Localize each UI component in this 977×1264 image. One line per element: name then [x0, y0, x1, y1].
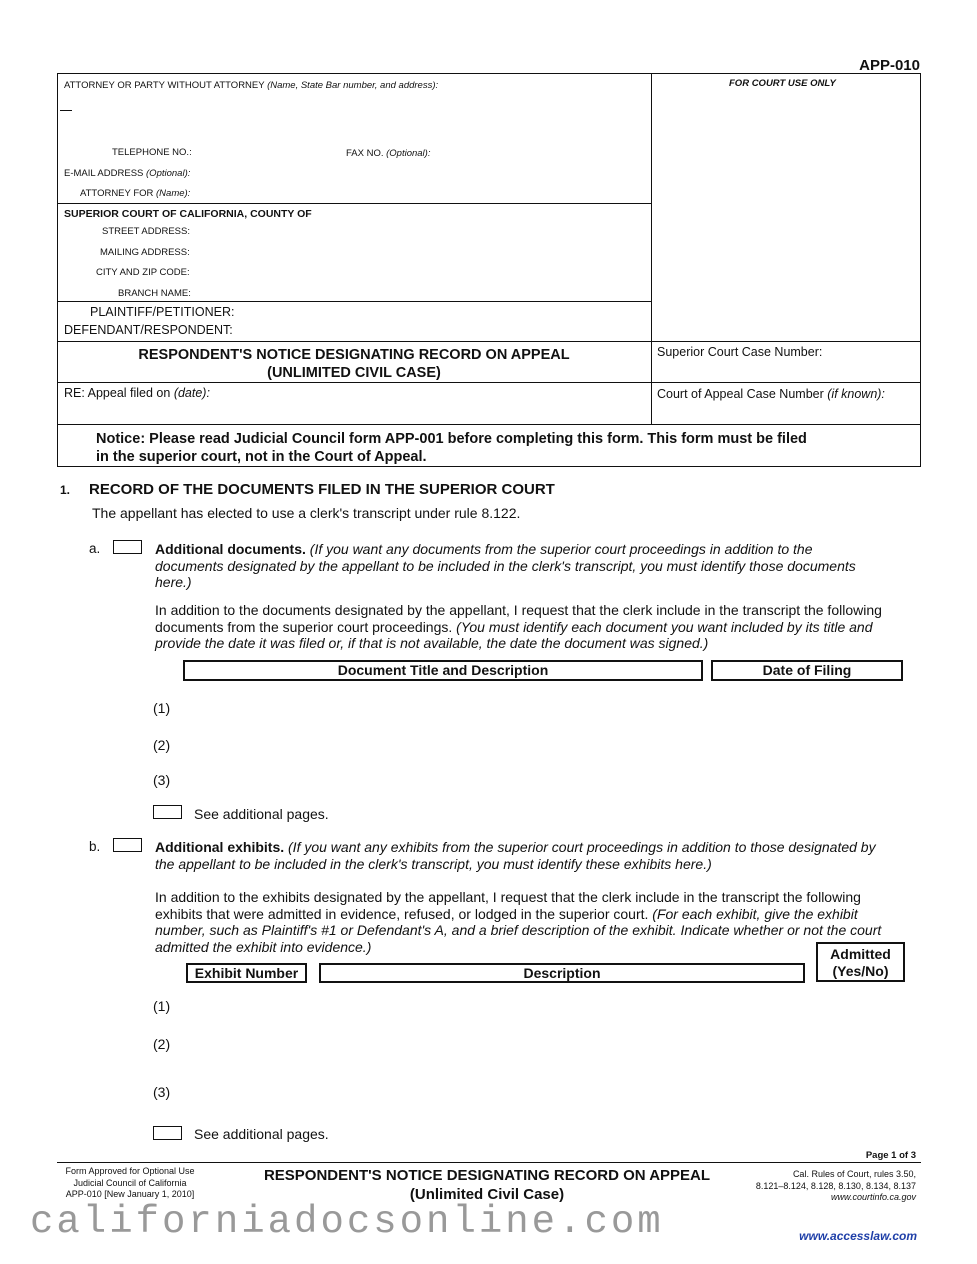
admitted-column-header: Admitted (Yes/No): [816, 942, 905, 982]
city-zip-label: CITY AND ZIP CODE:: [96, 267, 190, 278]
telephone-label: TELEPHONE NO.:: [112, 147, 192, 158]
description-column-header: Description: [319, 963, 805, 983]
page-number: Page 1 of 3: [865, 1150, 916, 1161]
exhibit-number-column-header: Exhibit Number: [186, 963, 307, 983]
street-address-label: STREET ADDRESS:: [102, 226, 190, 237]
section-number: 1.: [60, 483, 71, 497]
plaintiff-label: PLAINTIFF/PETITIONER:: [90, 305, 235, 319]
exhibits-additional-pages-label: See additional pages.: [194, 1126, 329, 1142]
section-heading: RECORD OF THE DOCUMENTS FILED IN THE SUPERIOR COURT: [89, 481, 555, 498]
exhibits-additional-pages-checkbox[interactable]: [153, 1126, 182, 1140]
branch-name-label: BRANCH NAME:: [118, 288, 191, 299]
document-row-1: (1): [153, 700, 171, 716]
appeal-filed-date-label: RE: Appeal filed on (date):: [64, 386, 210, 400]
additional-documents-instructions: Additional documents. (If you want any documents from the superior court proceedings in addition to the documents designated by the appellant to be included in the clerk's transcript, you must identify those documents here.): [155, 541, 856, 590]
additional-exhibits-checkbox[interactable]: [113, 838, 142, 852]
attorney-for-label: ATTORNEY FOR (Name):: [80, 188, 191, 199]
fax-label: FAX NO. (Optional):: [346, 148, 431, 159]
additional-documents-checkbox[interactable]: [113, 540, 142, 554]
court-title: SUPERIOR COURT OF CALIFORNIA, COUNTY OF: [64, 208, 312, 220]
attorney-label: ATTORNEY OR PARTY WITHOUT ATTORNEY (Name, State Bar number, and address):: [64, 80, 439, 91]
item-b-letter: b.: [89, 839, 101, 854]
email-label: E-MAIL ADDRESS (Optional):: [64, 168, 191, 179]
additional-exhibits-request: In addition to the exhibits designated by the appellant, I request that the clerk include in the transcript the following exhibits that were admitted in evidence, refused, or lodged in the superior court. (For each exhibit, give the exhibit number, such as Plaintiff's #1 or Defendant's A, and a brief description of the exhibit. Indicate whether or not the court admitted the exhibit into evidence.): [155, 889, 882, 955]
notice-text: Notice: Please read Judicial Council form APP-001 before completing this form. This form must be filed in the superior court, not in the Court of Appeal.: [96, 431, 807, 465]
defendant-label: DEFENDANT/RESPONDENT:: [64, 323, 233, 337]
item-a-letter: a.: [89, 541, 101, 556]
superior-case-number-label: Superior Court Case Number:: [657, 345, 823, 359]
documents-additional-pages-checkbox[interactable]: [153, 805, 182, 819]
mailing-address-label: MAILING ADDRESS:: [100, 247, 190, 258]
document-row-3: (3): [153, 772, 171, 788]
footer-rules: Cal. Rules of Court, rules 3.50, 8.121–8.124, 8.128, 8.130, 8.134, 8.137 www.courtinfo.ca.gov: [755, 1169, 916, 1202]
additional-exhibits-instructions: Additional exhibits. (If you want any exhibits from the superior court proceedings in addition to those designated by the appellant to be included in the clerk's transcript, you must identify these exhibits here.): [155, 839, 876, 872]
section-intro: The appellant has elected to use a clerk's transcript under rule 8.122.: [92, 505, 521, 521]
form-id: APP-010: [859, 57, 920, 74]
watermark-text: californiadocsonline.com: [30, 1200, 664, 1244]
footer-title: RESPONDENT'S NOTICE DESIGNATING RECORD ON APPEAL (Unlimited Civil Case): [263, 1167, 711, 1203]
court-use-label: FOR COURT USE ONLY: [729, 78, 836, 89]
document-title-column-header: Document Title and Description: [183, 660, 703, 681]
form-title: RESPONDENT'S NOTICE DESIGNATING RECORD ON APPEAL (UNLIMITED CIVIL CASE): [138, 347, 570, 381]
documents-additional-pages-label: See additional pages.: [194, 806, 329, 822]
footer-left: Form Approved for Optional Use Judicial Council of California APP-010 [New January 1, 2010]: [65, 1166, 195, 1199]
date-of-filing-column-header: Date of Filing: [711, 660, 903, 681]
exhibit-row-1: (1): [153, 998, 171, 1014]
accesslaw-link[interactable]: www.accesslaw.com: [799, 1229, 917, 1243]
document-row-2: (2): [153, 737, 171, 753]
exhibit-row-2: (2): [153, 1036, 171, 1052]
additional-documents-request: In addition to the documents designated by the appellant, I request that the clerk include in the transcript the following documents from the superior court proceedings. (You must identify each document you want included by its title and provide the date it was filed or, if that is not available, the date the document was signed.): [155, 602, 882, 651]
appeal-case-number-label: Court of Appeal Case Number (if known):: [657, 387, 885, 401]
exhibit-row-3: (3): [153, 1084, 171, 1100]
